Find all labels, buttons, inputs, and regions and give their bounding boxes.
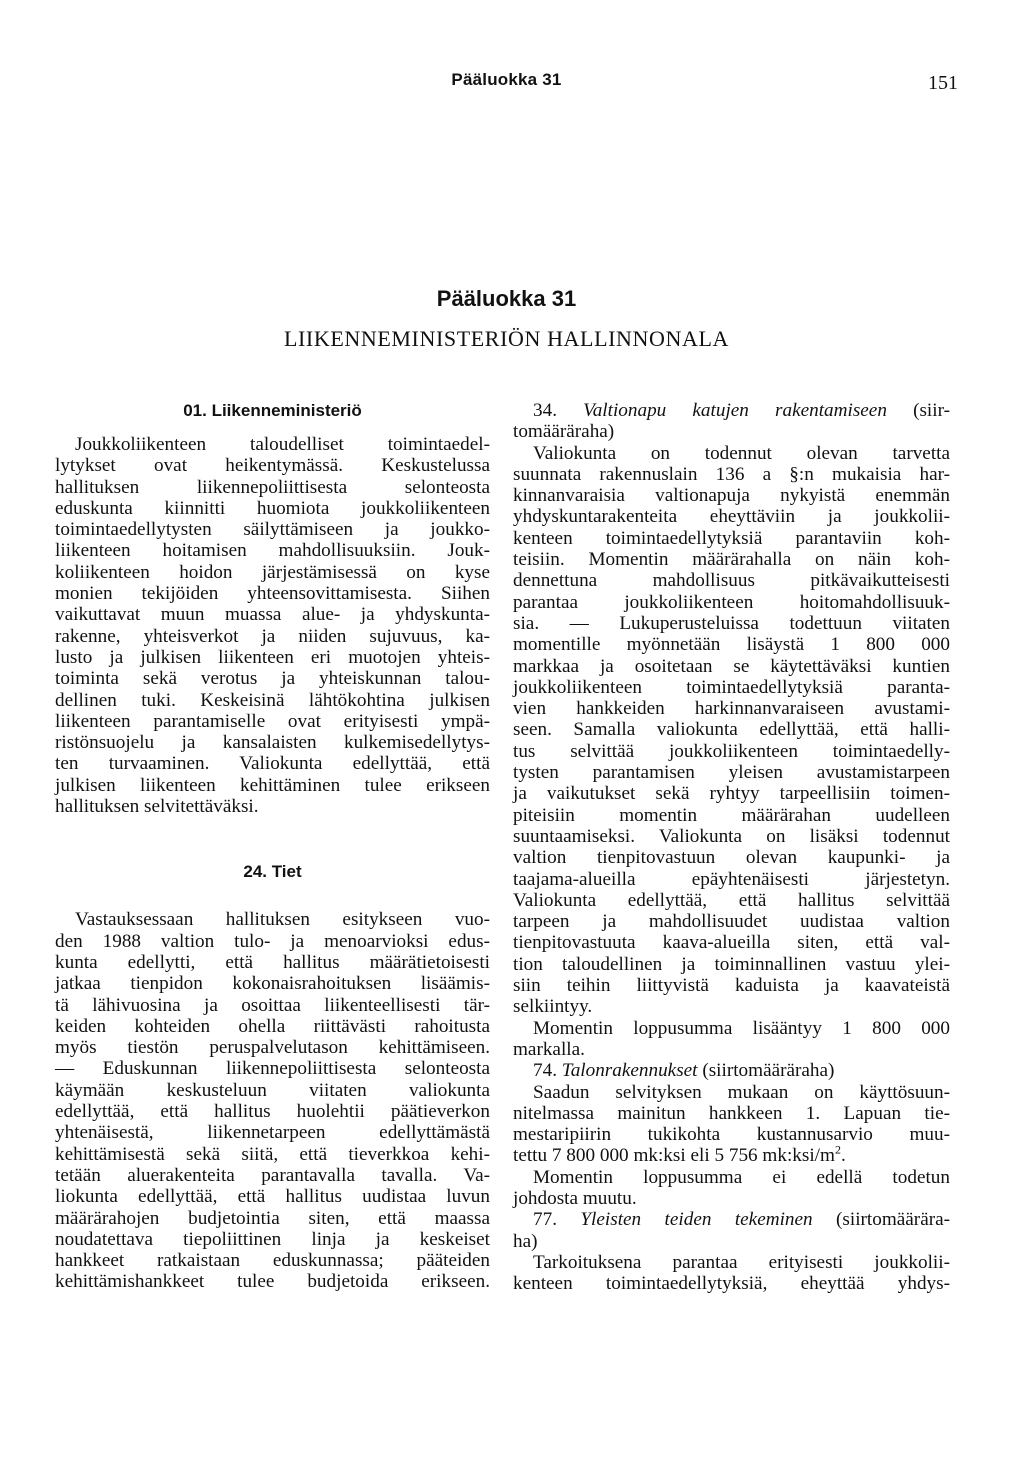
section-01-heading: 01. Liikenneministeriö — [183, 401, 362, 420]
text-line: joukkoliikenteen toimintaedellytyksiä paranta- — [513, 676, 950, 698]
text-line: monien tekijöiden yhteensovittamisesta. Siihen — [55, 583, 490, 605]
item-74-body-line: mestaripiirin tukikohta kustannusarvio muu- — [513, 1124, 950, 1146]
text-line: suunnata rakennuslain 136 a §:n mukaisia har- — [513, 463, 950, 485]
text-line: hallituksen liikennepoliittisesta selonteosta — [55, 476, 490, 498]
text-line: edellyttää, että hallitus huolehtii päätieverkon — [55, 1101, 490, 1123]
text-line: Valiokunta on todennut olevan tarvetta — [533, 442, 950, 464]
text-line: valtion tienpitovastuun olevan kaupunki- ja — [513, 847, 950, 869]
text-line: käymään keskusteluun viitaten valiokunta — [55, 1079, 490, 1101]
superscript-2: 2 — [834, 1143, 841, 1157]
text-line: jatkaa tienpidon kokonaisrahoituksen lisäämis- — [55, 973, 490, 995]
item-74-body-line: Saadun selvityksen mukaan on käyttösuun- — [533, 1081, 950, 1103]
section-01-text — [55, 434, 490, 817]
item-74-body-line: nitelmassa mainitun hankkeen 1. Lapuan tie- — [513, 1102, 950, 1124]
text-line: kenteen toimintaedellytyksiä parantaviin koh- — [513, 527, 950, 549]
text-line: kunta edellytti, että hallitus määrätietoisesti — [55, 951, 490, 973]
text-line: liikenteen hoitamisen mahdollisuuksiin. Jouk- — [55, 540, 490, 562]
text-line: hallituksen selvitettäväksi. — [55, 796, 259, 818]
text-line: suuntaamiseksi. Valiokunta on lisäksi todennut — [513, 825, 950, 847]
text-line: sia. — Lukuperusteluissa todettuun viitaten — [513, 612, 950, 634]
item-34-heading-line2: tomääräraha) — [513, 421, 615, 443]
item-77-body-line: Tarkoituksena parantaa erityisesti joukkolii- — [533, 1251, 950, 1273]
right-column — [513, 400, 950, 1294]
text-line: eduskunta kiinnitti huomiota joukkoliikenteen — [55, 497, 490, 519]
text-line: kehittämisestä sekä siitä, että tieverkkoa kehi- — [55, 1143, 490, 1165]
text-line: määrärahojen budjetointia siten, että maassa — [55, 1207, 490, 1229]
item-34-heading: 34. Valtionapu katujen rakentamiseen (siir- — [533, 400, 950, 421]
text-line: lytykset ovat heikentymässä. Keskustelussa — [55, 455, 490, 477]
text-line: tienpitovastuuta kaava-alueilla siten, että val- — [513, 932, 950, 954]
text-line: tysten parantamisen yleisen avustamistarpeen — [513, 762, 950, 784]
text-line: tetään aluerakenteita parantavalla tavalla. Va- — [55, 1164, 490, 1186]
text-line: teisiin. Momentin määrärahalla on näin koh- — [513, 549, 950, 571]
item-77-heading: 77. Yleisten teiden tekeminen (siirtomäärära- — [533, 1209, 951, 1231]
text-line: vien hankkeiden harkinnanvaraiseen avustami- — [513, 698, 950, 720]
text-line: kehittämishankkeet tulee budjetoida erikseen. — [55, 1271, 490, 1293]
section-24-text — [55, 909, 490, 1292]
chapter-number: Pääluokka 31 — [436, 286, 577, 311]
section-24-heading: 24. Tiet — [243, 862, 302, 882]
text-line: liikenteen parantamiselle ovat erityisesti ympä- — [55, 710, 490, 732]
text-line: tus selvittää joukkoliikenteen toimintaedelly- — [513, 740, 950, 762]
text-line: yhtenäisestä, liikennetarpeen edellyttämästä — [55, 1122, 490, 1144]
text-line: dennettuna mahdollisuus pitkävaikutteisesti — [513, 570, 950, 592]
text-line: hankkeet ratkaistaan eduskunnassa; pääteiden — [55, 1250, 490, 1272]
page-number: 151 — [928, 72, 958, 94]
text-line: den 1988 valtion tulo- ja menoarvioksi edus- — [55, 930, 490, 952]
text-line: selkiintyy. — [513, 996, 593, 1018]
text-line: ristönsuojelu ja kansalaisten kulkemisedellytys- — [55, 732, 490, 754]
text-line: Vastauksessaan hallituksen esitykseen vuo- — [75, 909, 490, 931]
running-header — [55, 70, 958, 100]
item-74-note-line: johdosta muutu. — [513, 1187, 637, 1209]
text-line: siin teihin liittyvistä kaduista ja kaavateistä — [513, 975, 950, 997]
text-line: seen. Samalla valiokunta edellyttää, että halli- — [513, 719, 950, 741]
text-line: momentille myönnetään lisäystä 1 800 000 — [513, 634, 950, 656]
text-line: myös tiestön peruspalvelutason kehittämiseen. — [55, 1037, 490, 1059]
text-line: julkisen liikenteen kehittäminen tulee erikseen — [55, 774, 490, 796]
text-line: ja vaikutukset sekä ryhtyy tarpeellisiin toimen- — [513, 783, 950, 805]
text-line: liokunta edellyttää, että hallitus uudistaa luvun — [55, 1186, 490, 1208]
text-line: tion taloudellinen ja toiminnallinen vastuu ylei- — [513, 953, 950, 975]
text-line: koliikenteen hoidon järjestämisessä on kyse — [55, 561, 490, 583]
text-line: Joukkoliikenteen taloudelliset toimintaedel- — [75, 434, 490, 455]
text-line: rakenne, yhteisverkot ja niiden sujuvuus, ka- — [55, 625, 490, 647]
text-line: piteisiin momentin määrärahan uudelleen — [513, 804, 950, 826]
text-line: kinnanvaraisia valtionapuja nykyistä enemmän — [513, 485, 950, 507]
item-34-text — [513, 443, 950, 1018]
item-34-title: Valtionapu katujen rakentamiseen — [583, 400, 887, 421]
item-77-heading-line2: ha) — [513, 1230, 538, 1252]
item-77-body-line: kenteen toimintaedellytyksiä, eheyttää yhdys- — [513, 1273, 950, 1295]
item-34-total-line: Momentin loppusumma lisääntyy 1 800 000 — [533, 1017, 950, 1039]
text-line: markkaa ja osoitetaan se käytettäväksi kuntien — [513, 655, 950, 677]
text-line: dellinen tuki. Keskeisinä lähtökohtina julkisen — [55, 689, 490, 711]
text-line: noudatettava tiepoliittinen linja ja keskeiset — [55, 1228, 490, 1250]
text-line: yhdyskuntarakenteita eheyttäviin ja joukkolii- — [513, 506, 950, 528]
text-line: Valiokunta edellyttää, että hallitus selvittää — [513, 889, 950, 911]
ministry-title: LIIKENNEMINISTERIÖN HALLINNONALA — [283, 326, 730, 351]
text-line: keiden kohteiden ohella riittävästi rahoitusta — [55, 1015, 490, 1037]
text-line: lusto ja julkisen liikenteen eri muotojen yhteis- — [55, 646, 490, 668]
text-line: tä lähivuosina ja osoittaa liikenteellisesti tär- — [55, 994, 490, 1016]
item-34-total-line2: markalla. — [513, 1038, 585, 1060]
text-line: parantaa joukkoliikenteen hoitomahdollisuuk- — [513, 591, 950, 613]
item-74-title: Talonrakennukset — [561, 1060, 698, 1082]
item-74-note-line: Momentin loppusumma ei edellä todetun — [533, 1166, 950, 1188]
left-column — [55, 400, 490, 1293]
text-line: — Eduskunnan liikennepoliittisesta selonteosta — [55, 1058, 490, 1080]
text-line: toimintaedellytysten säilyttämiseen ja joukko- — [55, 519, 490, 541]
text-line: taajama-alueilla epäyhtenäisesti järjestetyn. — [513, 868, 950, 890]
chapter-heading — [55, 286, 958, 352]
text-line: ten turvaaminen. Valiokunta edellyttää, että — [55, 753, 490, 775]
item-74-body-line: tettu 7 800 000 mk:ksi eli 5 756 $mk:ksi/m^2$. — [513, 1143, 846, 1167]
item-77-title: Yleisten teiden tekeminen — [580, 1209, 813, 1231]
item-74-heading: 74. Talonrakennukset (siirtomääräraha) — [533, 1060, 835, 1082]
running-title: Pääluokka 31 — [451, 70, 562, 89]
text-line: toiminta sekä verotus ja yhteiskunnan talou- — [55, 668, 490, 690]
text-line: tarpeen ja mahdollisuudet uudistaa valtion — [513, 911, 950, 933]
text-line: vaikuttavat muun muassa alue- ja yhdyskunta- — [55, 604, 490, 626]
